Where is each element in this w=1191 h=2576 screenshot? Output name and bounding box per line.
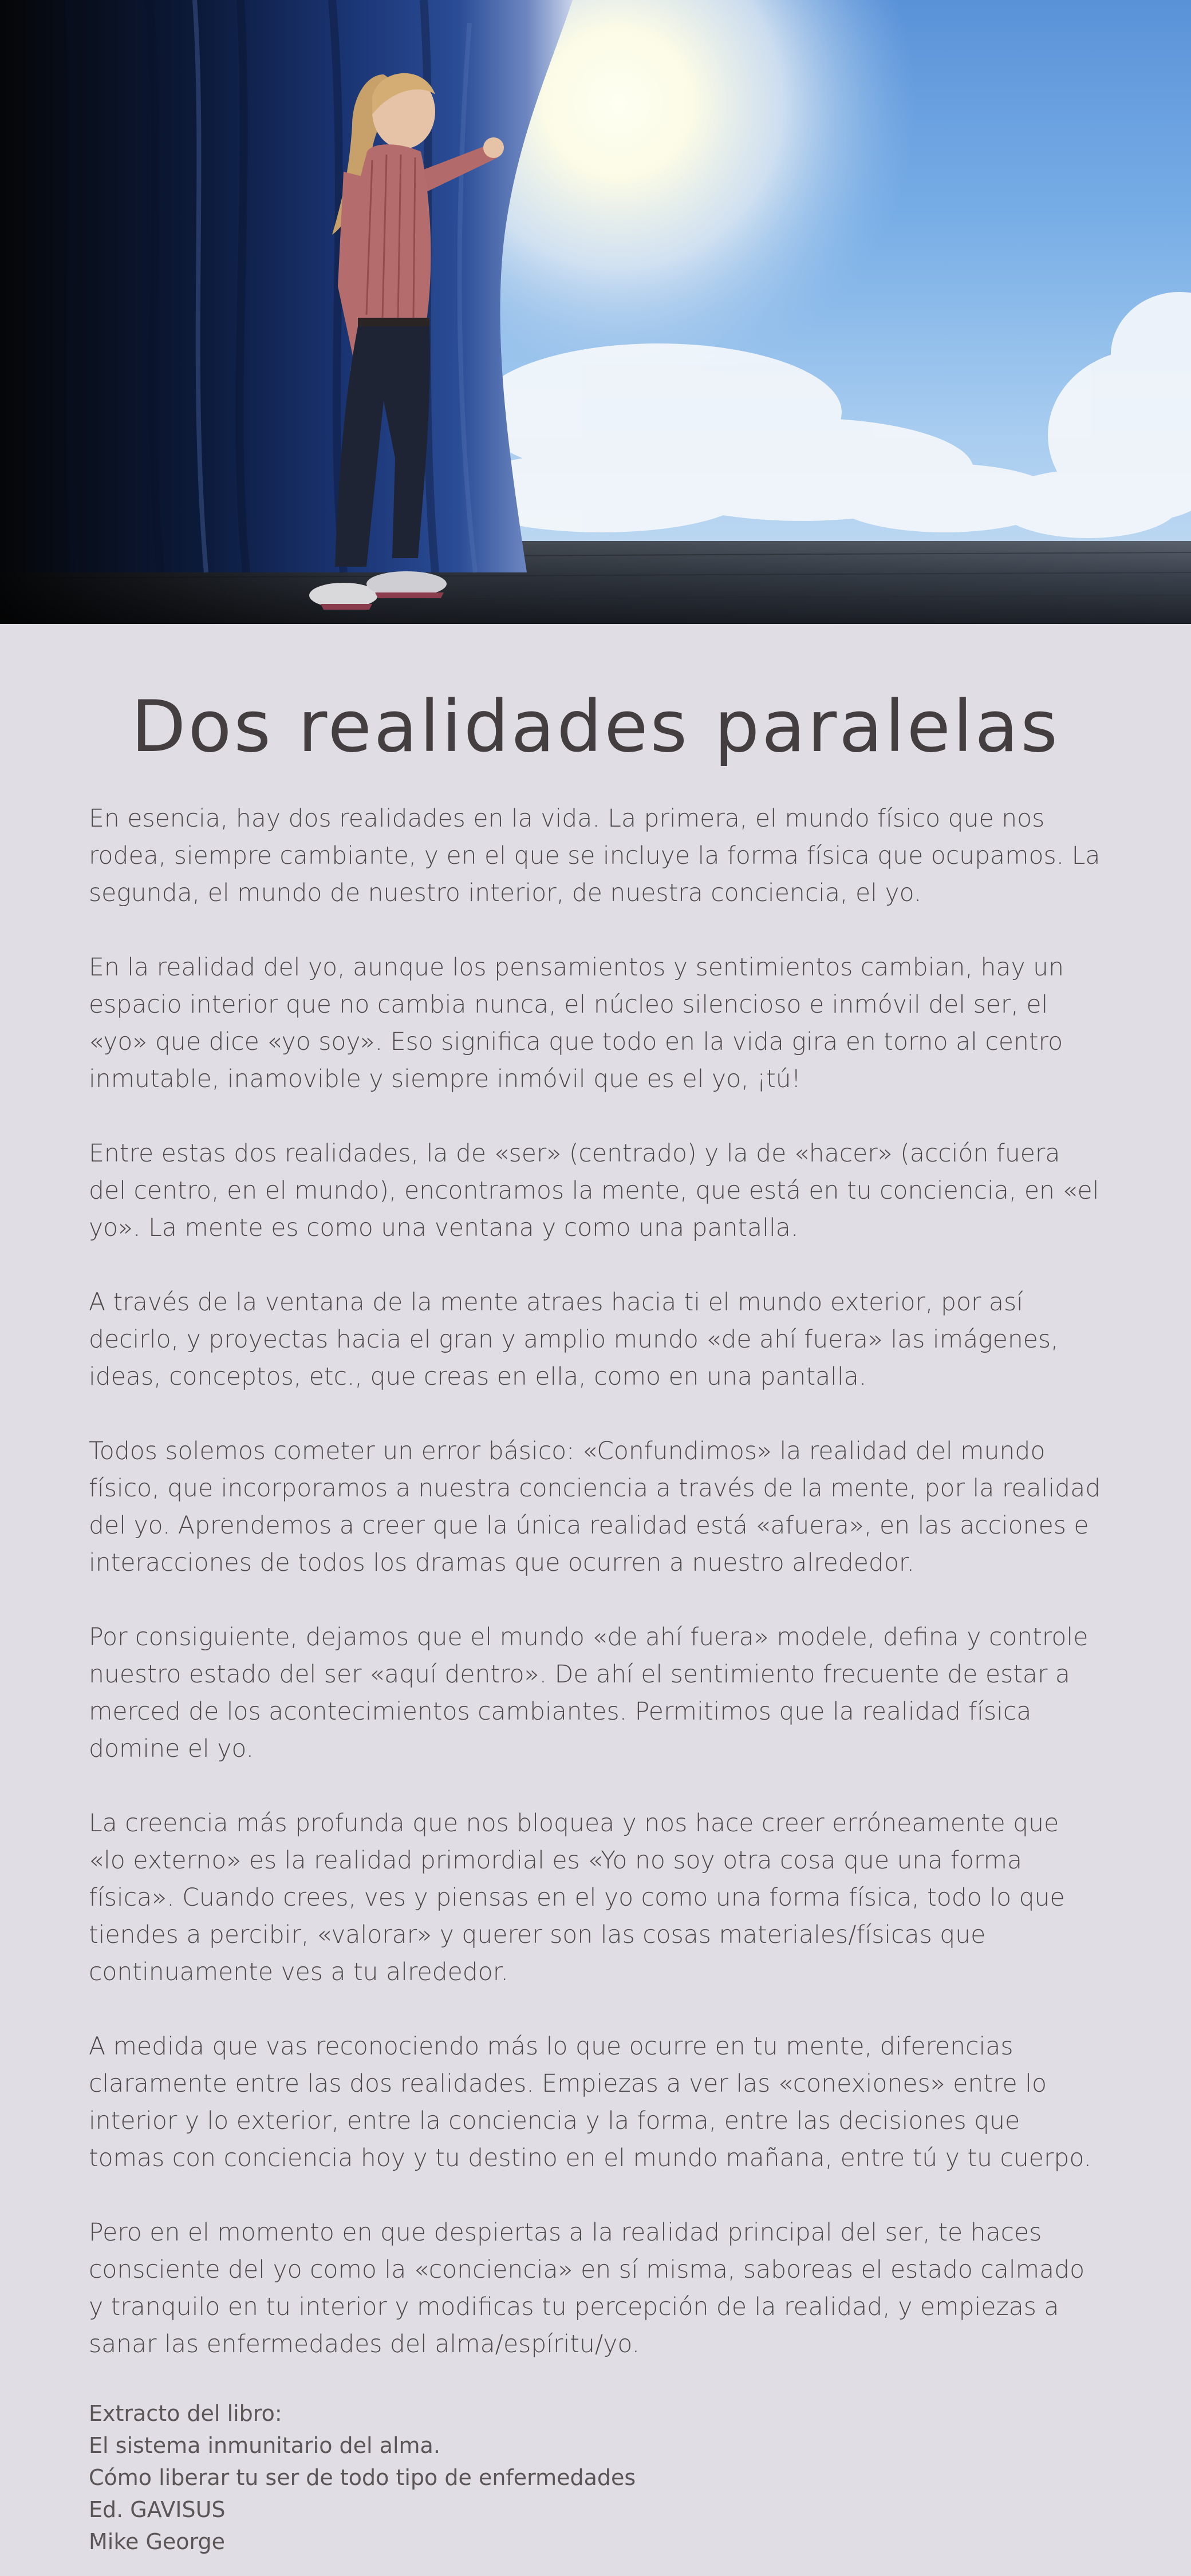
article-paragraph: En la realidad del yo, aunque los pensamientos y sentimientos cambian, hay un espacio interior que no cambia nunca, el núcleo silencioso e inmóvil del ser, el «yo» que dice «yo soy». Eso significa que todo en la vida gira en torno al centro inmutable, inamovible y siempre inmóvil que es el yo, ¡tú!: [89, 954, 1064, 1093]
article-paragraph: La creencia más profunda que nos bloquea y nos hace creer erróneamente que «lo externo» es la realidad primordial es «Yo no soy otra cosa que una forma física». Cuando crees, ves y piensas en el yo como una forma física, todo lo que tiendes a percibir, «valorar» y querer son las cosas materiales/físicas que continuamente ves a tu alrededor.: [89, 1809, 1065, 1986]
article-paragraph: A través de la ventana de la mente atraes hacia ti el mundo exterior, por así decirlo, y proyectas hacia el gran y amplio mundo «de ahí fuera» las imágenes, ideas, conceptos, etc., que creas en ella, como en una pantalla.: [89, 1289, 1059, 1391]
credit-line: El sistema inmunitario del alma.: [89, 2433, 440, 2458]
credit-line: Cómo liberar tu ser de todo tipo de enfermedades: [89, 2465, 636, 2490]
article-title: Dos realidades paralelas: [131, 686, 1060, 768]
article-paragraph: En esencia, hay dos realidades en la vida. La primera, el mundo físico que nos rodea, siempre cambiante, y en el que se incluye la forma física que ocupamos. La segunda, el mundo de nuestro interior, de nuestra conciencia, el yo.: [89, 805, 1101, 907]
article-paragraph: Todos solemos cometer un error básico: «Confundimos» la realidad del mundo físico, que incorporamos a nuestra conciencia a través de la mente, por la realidad del yo. Aprendemos a creer que la única realidad está «afuera», en las acciones e interacciones de todos los dramas que ocurren a nuestro alrededor.: [89, 1437, 1101, 1577]
article-paragraph: Entre estas dos realidades, la de «ser» (centrado) y la de «hacer» (acción fuera del centro, en el mundo), encontramos la mente, que está en tu conciencia, en «el yo». La mente es como una ventana y como una pantalla.: [89, 1140, 1099, 1242]
hero-illustration: [0, 0, 1191, 624]
credit-line: Mike George: [89, 2529, 225, 2554]
hero-image: [0, 0, 1191, 624]
article-paragraph: Por consiguiente, dejamos que el mundo «de ahí fuera» modele, defina y controle nuestro estado del ser «aquí dentro». De ahí el sentimiento frecuente de estar a merced de los acontecimientos cambiantes. Permitimos que la realidad física domine el yo.: [89, 1623, 1089, 1763]
credit-line: Extracto del libro:: [89, 2401, 282, 2426]
book-credits: [89, 2397, 1102, 2558]
article: [0, 624, 1191, 2558]
article-paragraph: Pero en el momento en que despiertas a la realidad principal del ser, te haces consciente del yo como la «conciencia» en sí misma, saboreas el estado calmado y tranquilo en tu interior y modificas tu percepción de la realidad, y empiezas a sanar las enfermedades del alma/espíritu/yo.: [89, 2219, 1085, 2358]
credit-line: Ed. GAVISUS: [89, 2497, 226, 2522]
article-paragraph: A medida que vas reconociendo más lo que ocurre en tu mente, diferencias claramente entre las dos realidades. Empiezas a ver las «conexiones» entre lo interior y lo exterior, entre la conciencia y la forma, entre las decisiones que tomas con conciencia hoy y tu destino en el mundo mañana, entre tú y tu cuerpo.: [89, 2033, 1092, 2172]
